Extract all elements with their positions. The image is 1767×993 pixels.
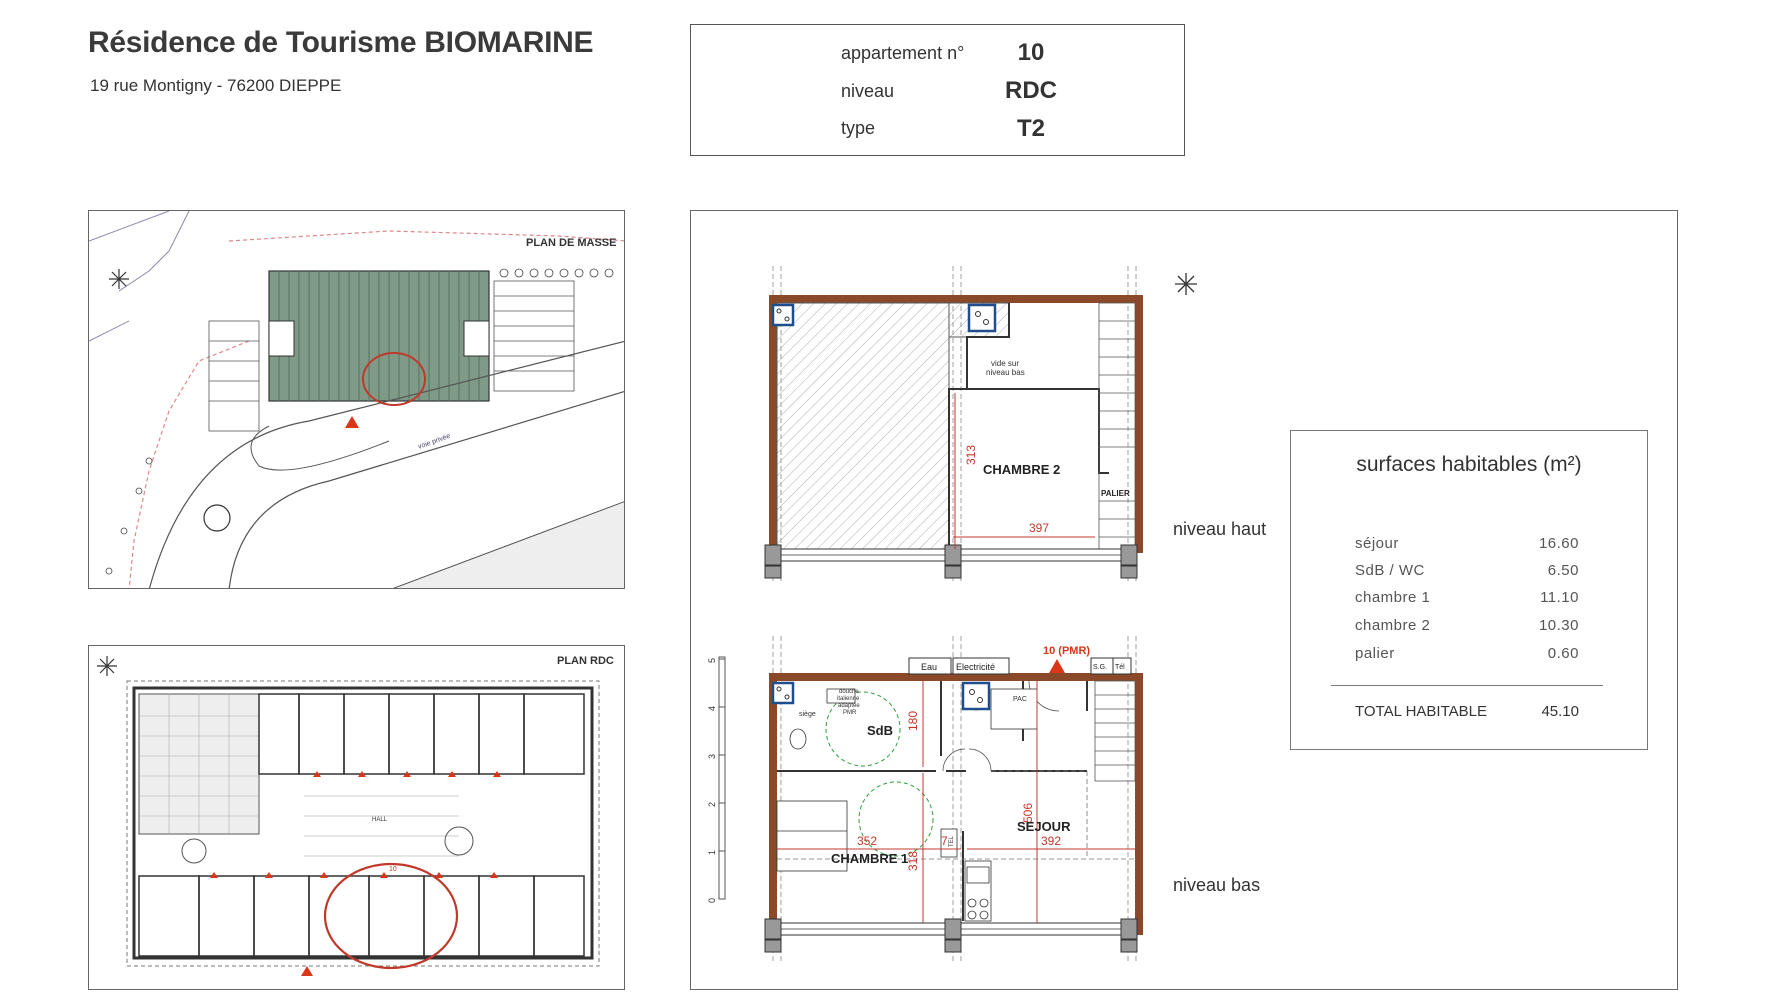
- apartment-level-label: niveau: [841, 81, 895, 101]
- lower-room-chambre1: CHAMBRE 1: [831, 851, 909, 866]
- apartment-type-value: T2: [1016, 115, 1045, 142]
- scale-tick-3: 3: [707, 753, 717, 759]
- apartment-level-value: RDC: [1005, 77, 1057, 104]
- surface-row-label: chambre 2: [1355, 617, 1431, 634]
- lower-entry-label: 10 (PMR): [1043, 645, 1091, 657]
- scale-tick-5: 5: [707, 657, 717, 663]
- surface-row-value: 0.60: [1547, 645, 1579, 662]
- lower-label-electricite: Electricité: [956, 662, 996, 672]
- lower-dim-ch1-w: 352: [857, 834, 878, 848]
- apartment-info-box: [690, 24, 1185, 156]
- lower-dim-sejour-h: 506: [1021, 802, 1035, 823]
- surfaces-total-row: [1355, 703, 1579, 720]
- level-lower-label: niveau bas: [1173, 875, 1261, 895]
- surface-row-label: chambre 1: [1355, 589, 1431, 606]
- lower-duct-icon: [773, 683, 989, 709]
- surfaces-table: [1290, 430, 1648, 750]
- surfaces-divider: [1331, 685, 1603, 686]
- upper-room-palier: PALIER: [1101, 489, 1130, 498]
- lower-room-sejour: SEJOUR: [1017, 819, 1071, 834]
- lower-label-douche-2: italienne: [837, 696, 860, 702]
- surface-row-value: 11.10: [1540, 589, 1579, 606]
- lower-label-douche-3: adaptée: [838, 703, 860, 709]
- scale-tick-4: 4: [707, 705, 717, 711]
- apartment-number-label: appartement n°: [841, 43, 965, 63]
- surface-row: [1355, 645, 1579, 662]
- floor-north-arrow-icon: [1175, 273, 1197, 295]
- surface-row-label: palier: [1355, 645, 1395, 662]
- lower-label-siege: siège: [799, 711, 816, 718]
- scale-tick-0: 0: [707, 897, 717, 903]
- entry-marker-icon: [1049, 659, 1065, 673]
- lower-label-pac: PAC: [1013, 696, 1027, 703]
- scale-tick-2: 2: [707, 801, 717, 807]
- apartment-type-label: type: [841, 118, 876, 138]
- ground-plan-drawing: [89, 646, 625, 990]
- ground-north-arrow-icon: [97, 656, 117, 676]
- lower-label-tel: Tél: [1115, 664, 1125, 671]
- lower-dim-ch1-h: 318: [906, 850, 920, 871]
- surface-row: [1355, 589, 1579, 606]
- surface-row: [1355, 535, 1579, 552]
- upper-room-chambre2: CHAMBRE 2: [983, 462, 1061, 477]
- upper-void-label-1: vide sur: [991, 359, 1020, 368]
- site-plan-label: PLAN DE MASSE: [526, 237, 617, 249]
- site-north-arrow-icon: [109, 269, 129, 289]
- surface-row-value: 6.50: [1547, 562, 1579, 579]
- site-plan-drawing: [89, 211, 625, 589]
- site-road-label: voie privée: [417, 432, 452, 451]
- level-upper-label: niveau haut: [1173, 519, 1267, 539]
- residence-title: Résidence de Tourisme BIOMARINE: [88, 26, 594, 59]
- upper-dim-height: 313: [964, 444, 978, 465]
- lower-dim-7: 7: [941, 834, 948, 848]
- ground-plan-label: PLAN RDC: [557, 655, 614, 667]
- apartment-number-value: 10: [1017, 39, 1045, 66]
- ground-plan-unit-number: 10: [389, 866, 397, 873]
- surface-row: [1355, 617, 1579, 634]
- lower-room-sdb: SdB: [867, 723, 893, 738]
- surfaces-total-label: TOTAL HABITABLE: [1355, 703, 1487, 720]
- surface-row-value: 16.60: [1538, 535, 1579, 552]
- upper-level-plan: [765, 266, 1143, 581]
- ground-plan-hall-label: HALL: [372, 817, 388, 823]
- lower-level-plan: [707, 636, 1143, 961]
- lower-label-eau: Eau: [921, 662, 938, 672]
- surfaces-total-value: 45.10: [1541, 703, 1579, 720]
- lower-label-douche-4: PMR: [843, 710, 857, 716]
- upper-void-label-2: niveau bas: [986, 368, 1025, 377]
- lower-dim-sejour-w: 392: [1041, 834, 1062, 848]
- ground-plan-panel: [88, 645, 625, 990]
- surfaces-title: surfaces habitables (m²): [1356, 453, 1582, 476]
- lower-label-tel-plug: TEL: [949, 835, 955, 847]
- surface-row-label: SdB / WC: [1355, 562, 1425, 579]
- lower-label-sg: S.G.: [1093, 664, 1108, 671]
- scale-bar: [707, 657, 725, 903]
- upper-dim-width: 397: [1029, 521, 1050, 535]
- lower-dim-sdb: 180: [906, 710, 920, 731]
- lower-label-douche-1: douche: [839, 689, 859, 695]
- surface-row-value: 10.30: [1538, 617, 1579, 634]
- surface-row-label: séjour: [1355, 535, 1399, 552]
- residence-address: 19 rue Montigny - 76200 DIEPPE: [90, 76, 342, 95]
- surface-row: [1355, 562, 1579, 579]
- site-plan-panel: [88, 210, 625, 589]
- scale-tick-1: 1: [707, 849, 717, 855]
